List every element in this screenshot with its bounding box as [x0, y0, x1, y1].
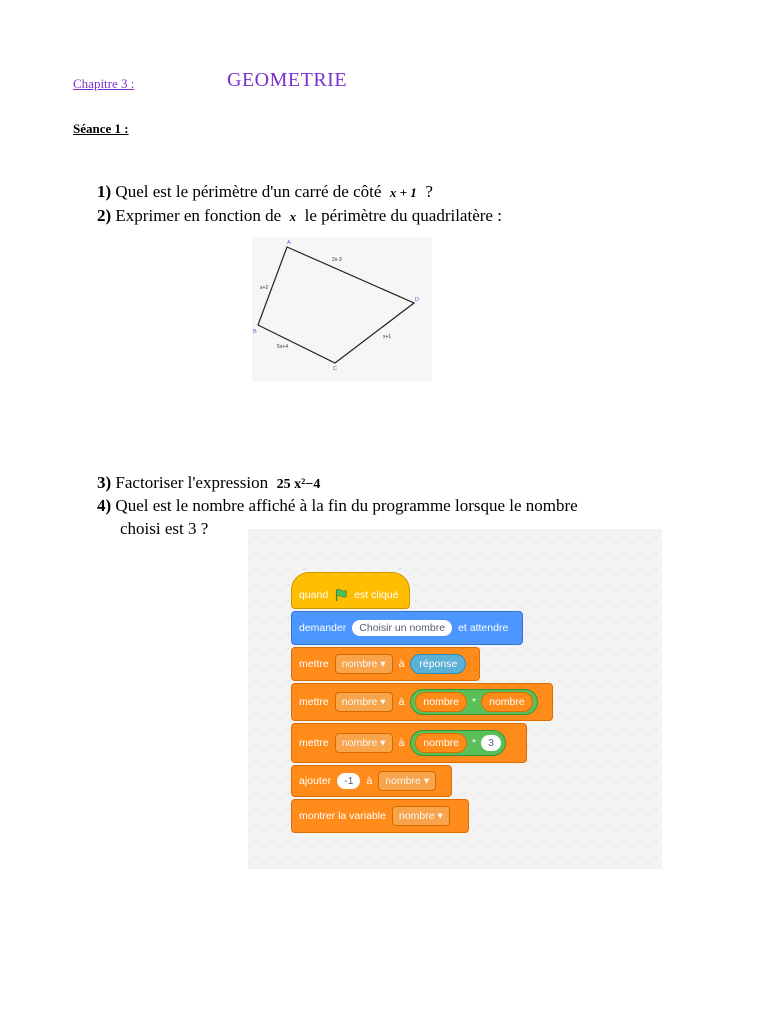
set-1-label: mettre — [299, 658, 329, 670]
ask-question-input[interactable]: Choisir un nombre — [352, 620, 452, 636]
green-flag-icon — [334, 588, 348, 602]
question-3-math: 25 x²−4 — [276, 477, 321, 492]
ask-suffix: et attendre — [458, 622, 509, 634]
side-ad-label: 2x-3 — [332, 257, 342, 263]
session-label: Séance 1 : — [73, 121, 129, 136]
question-1-text: Quel est le périmètre d'un carré de côté — [115, 182, 382, 201]
vertex-a: A — [287, 240, 291, 246]
question-4-line2: choisi est 3 ? — [120, 519, 209, 538]
question-1-end: ? — [425, 182, 433, 201]
set-1-variable-dropdown[interactable] — [335, 654, 393, 674]
set-2-variable: nombre — [341, 696, 378, 708]
set-2-variable-dropdown[interactable] — [335, 692, 393, 712]
set-3-to: à — [398, 737, 405, 749]
when-flag-clicked-block[interactable] — [291, 572, 410, 609]
chevron-down-icon: ▾ — [380, 737, 386, 749]
question-2-text-a: Exprimer en fonction de — [115, 206, 282, 225]
question-2 — [97, 206, 502, 226]
show-variable-block[interactable] — [291, 799, 469, 833]
question-2-text-b: le périmètre du quadrilatère : — [304, 206, 502, 225]
hat-label: quand — [299, 588, 329, 601]
question-3 — [97, 473, 320, 493]
question-4-text-line1: Quel est le nombre affiché à la fin du programme lorsque le nombre — [115, 496, 578, 515]
quadrilateral-figure — [252, 237, 432, 382]
side-bc-label: 5x+4 — [277, 344, 288, 350]
multiply-2-right-input[interactable]: 3 — [481, 735, 501, 751]
side-ab-label: x+2 — [260, 285, 269, 291]
vertex-b: B — [253, 329, 257, 335]
chevron-down-icon: ▾ — [437, 810, 443, 822]
chapter-label: Chapitre 3 : — [73, 76, 135, 91]
quadrilateral-svg — [252, 237, 432, 382]
change-variable-dropdown[interactable] — [378, 771, 436, 791]
question-3-text: Factoriser l'expression — [115, 473, 269, 492]
multiply-1-sign: * — [472, 696, 477, 708]
show-label: montrer la variable — [299, 810, 386, 822]
set-3-label: mettre — [299, 737, 329, 749]
set-variable-block-1[interactable] — [291, 647, 480, 681]
question-1-number: 1) — [97, 182, 112, 201]
chevron-down-icon: ▾ — [380, 696, 386, 708]
page-title: GEOMETRIE — [227, 69, 348, 91]
show-variable-dropdown[interactable] — [392, 806, 450, 826]
chevron-down-icon: ▾ — [380, 658, 386, 670]
vertex-d: D — [415, 297, 419, 303]
question-1-math: x + 1 — [389, 185, 417, 200]
question-2-math: x — [289, 209, 297, 224]
answer-reporter[interactable]: réponse — [410, 654, 466, 674]
change-value-input[interactable]: -1 — [337, 773, 360, 789]
ask-label: demander — [299, 622, 347, 634]
question-1 — [97, 182, 433, 202]
hat-suffix: est cliqué — [354, 588, 399, 601]
question-3-number: 3) — [97, 473, 112, 492]
set-2-label: mettre — [299, 696, 329, 708]
chevron-down-icon: ▾ — [423, 775, 430, 787]
change-variable: nombre — [385, 775, 421, 787]
ask-and-wait-block[interactable] — [291, 611, 523, 645]
set-3-variable-dropdown[interactable] — [335, 733, 393, 753]
question-2-number: 2) — [97, 206, 112, 225]
multiply-1-right[interactable]: nombre — [481, 692, 533, 712]
multiply-2-left[interactable]: nombre — [415, 733, 467, 753]
set-variable-block-3[interactable] — [291, 723, 527, 763]
show-variable: nombre — [398, 810, 435, 822]
question-4 — [97, 496, 578, 516]
multiply-2-sign: * — [472, 737, 477, 749]
scratch-program-area — [248, 529, 662, 869]
multiply-operator-2[interactable] — [410, 730, 506, 756]
side-dc-label: x+1 — [383, 334, 392, 340]
change-label: ajouter — [299, 775, 332, 787]
multiply-1-left[interactable]: nombre — [415, 692, 467, 712]
change-variable-block[interactable] — [291, 765, 452, 797]
multiply-operator-1[interactable] — [410, 689, 537, 715]
set-variable-block-2[interactable] — [291, 683, 553, 721]
question-4-number: 4) — [97, 496, 112, 515]
vertex-c: C — [333, 366, 337, 372]
set-2-to: à — [398, 696, 405, 708]
change-to: à — [366, 775, 373, 787]
set-3-variable: nombre — [341, 737, 378, 749]
set-1-variable: nombre — [341, 658, 378, 670]
set-1-to: à — [398, 658, 405, 670]
